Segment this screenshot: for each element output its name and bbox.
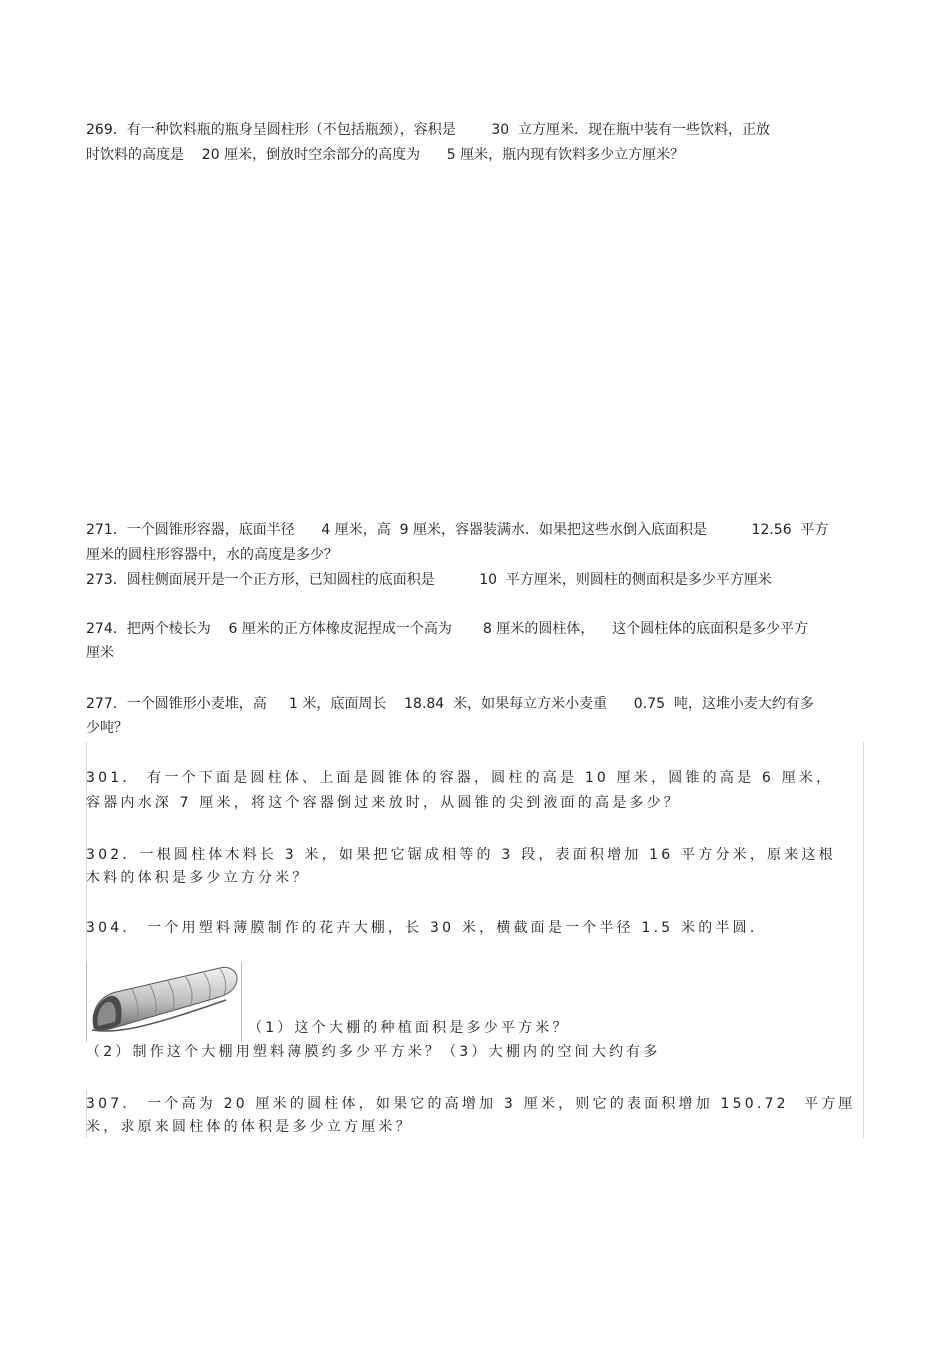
- greenhouse-tunnel-icon: [86, 962, 242, 1042]
- problem-307-line-1: 307． 一个高为 20 厘米的圆柱体，如果它的高增加 3 厘米，则它的表面积增加 150.72 平方厘: [86, 1096, 856, 1112]
- problem-271-line-1: 271．一个圆锥形容器，底面半径 4 厘米，高 9 厘米，容器装满水．如果把这些水倒入底面积是 12.56 平方: [86, 522, 829, 538]
- problem-274-line-1: 274．把两个棱长为 6 厘米的正方体橡皮泥捏成一个高为 8 厘米的圆柱体， 这个圆柱体的底面积是多少平方: [86, 621, 809, 637]
- problem-269-line-1: 269．有一种饮料瓶的瓶身呈圆柱形（不包括瓶颈），容积是 30 立方厘米．现在瓶中装有一些饮料，正放: [86, 122, 771, 138]
- problem-271-line-2: 厘米的圆柱形容器中，水的高度是多少？: [86, 547, 338, 563]
- problem-302-line-1: 302．一根圆柱体木料长 3 米，如果把它锯成相等的 3 段，表面积增加 16 平方分米，原来这根: [86, 847, 836, 863]
- problem-274-line-2: 厘米: [86, 645, 114, 661]
- problem-304-question-1: （1）这个大棚的种植面积是多少平方米？: [248, 1020, 570, 1036]
- problem-277-line-1: 277．一个圆锥形小麦堆，高 1 米，底面周长 18.84 米，如果每立方米小麦重 0.75 吨，这堆小麦大约有多: [86, 696, 814, 712]
- problem-304-question-2-3: （2）制作这个大棚用塑料薄膜约多少平方米？（3）大棚内的空间大约有多: [86, 1044, 661, 1060]
- problem-301-line-2: 容器内水深 7 厘米，将这个容器倒过来放时，从圆锥的尖到液面的高是多少？: [86, 795, 682, 811]
- problem-302-line-2: 木料的体积是多少立方分米？: [86, 870, 310, 886]
- problem-273-line-1: 273．圆柱侧面展开是一个正方形，已知圆柱的底面积是 10 平方厘米，则圆柱的侧面积是多少平方厘米: [86, 572, 772, 588]
- problem-277-line-2: 少吨？: [86, 720, 128, 736]
- problem-301-line-1: 301． 有一个下面是圆柱体、上面是圆锥体的容器，圆柱的高是 10 厘米，圆锥的高是 6 厘米，: [86, 770, 834, 786]
- problem-304-line-1: 304． 一个用塑料薄膜制作的花卉大棚，长 30 米，横截面是一个半径 1.5 米的半圆．: [86, 920, 768, 936]
- problem-269-line-2: 时饮料的高度是 20 厘米，倒放时空余部分的高度为 5 厘米，瓶内现有饮料多少立方厘米？: [86, 147, 685, 163]
- right-border-line: [863, 742, 864, 1138]
- problem-307-line-2: 米，求原来圆柱体的体积是多少立方厘米？: [86, 1119, 413, 1135]
- greenhouse-image: [86, 962, 242, 1042]
